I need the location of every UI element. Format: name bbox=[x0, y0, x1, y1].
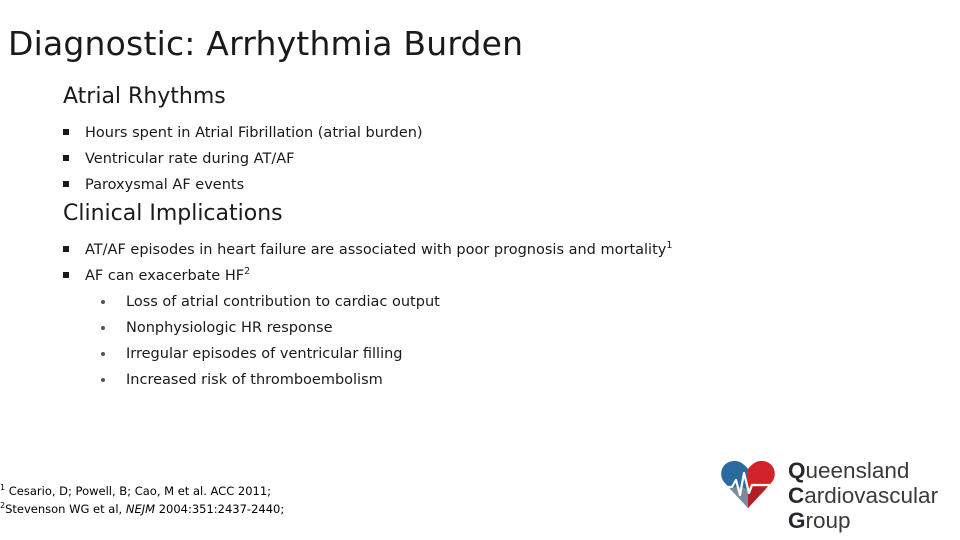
dot-bullet-icon bbox=[101, 326, 105, 330]
sub-list-item: Irregular episodes of ventricular filling bbox=[63, 341, 672, 367]
footnote-marker: 2 bbox=[244, 266, 251, 278]
references bbox=[0, 482, 284, 518]
reference-1: $^1$ Cesario, D; Powell, B; Cao, M et al. ACC 2011; bbox=[0, 483, 272, 498]
sub-list-item: Loss of atrial contribution to cardiac output bbox=[63, 289, 672, 315]
reference-2: $^2$Stevenson WG et al, NEJM 2004:351:2437-2440; bbox=[0, 501, 285, 516]
atrial-rhythms-list bbox=[63, 120, 423, 198]
list-item: Ventricular rate during AT/AF bbox=[63, 146, 423, 172]
section-heading-atrial-rhythms: Atrial Rhythms bbox=[63, 84, 226, 109]
square-bullet-icon bbox=[63, 181, 69, 187]
square-bullet-icon bbox=[63, 272, 69, 278]
brand-line-queensland: Queensland bbox=[788, 458, 910, 483]
list-item: AF can exacerbate $HF^2$ bbox=[63, 263, 672, 289]
section-heading-clinical-implications: Clinical Implications bbox=[63, 201, 283, 226]
brand-line-cardiovascular: Cardiovascular bbox=[788, 483, 939, 508]
list-item: Paroxysmal AF events bbox=[63, 172, 423, 198]
square-bullet-icon bbox=[63, 129, 69, 135]
square-bullet-icon bbox=[63, 155, 69, 161]
brand-line-group: Group bbox=[788, 508, 851, 533]
dot-bullet-icon bbox=[101, 300, 105, 304]
sub-list-item: Increased risk of thromboembolism bbox=[63, 367, 672, 393]
footnote-marker: 1 bbox=[666, 240, 673, 252]
list-item: AT/AF episodes in heart failure are associated with poor prognosis and mortality$^1$ bbox=[63, 237, 672, 263]
square-bullet-icon bbox=[63, 246, 69, 252]
slide-title: Diagnostic: Arrhythmia Burden bbox=[8, 24, 524, 63]
dot-bullet-icon bbox=[101, 378, 105, 382]
list-item: Hours spent in Atrial Fibrillation (atrial burden) bbox=[63, 120, 423, 146]
clinical-implications-list bbox=[63, 237, 672, 393]
brand-name bbox=[788, 458, 938, 533]
sub-list-item: Nonphysiologic HR response bbox=[63, 315, 672, 341]
dot-bullet-icon bbox=[101, 352, 105, 356]
